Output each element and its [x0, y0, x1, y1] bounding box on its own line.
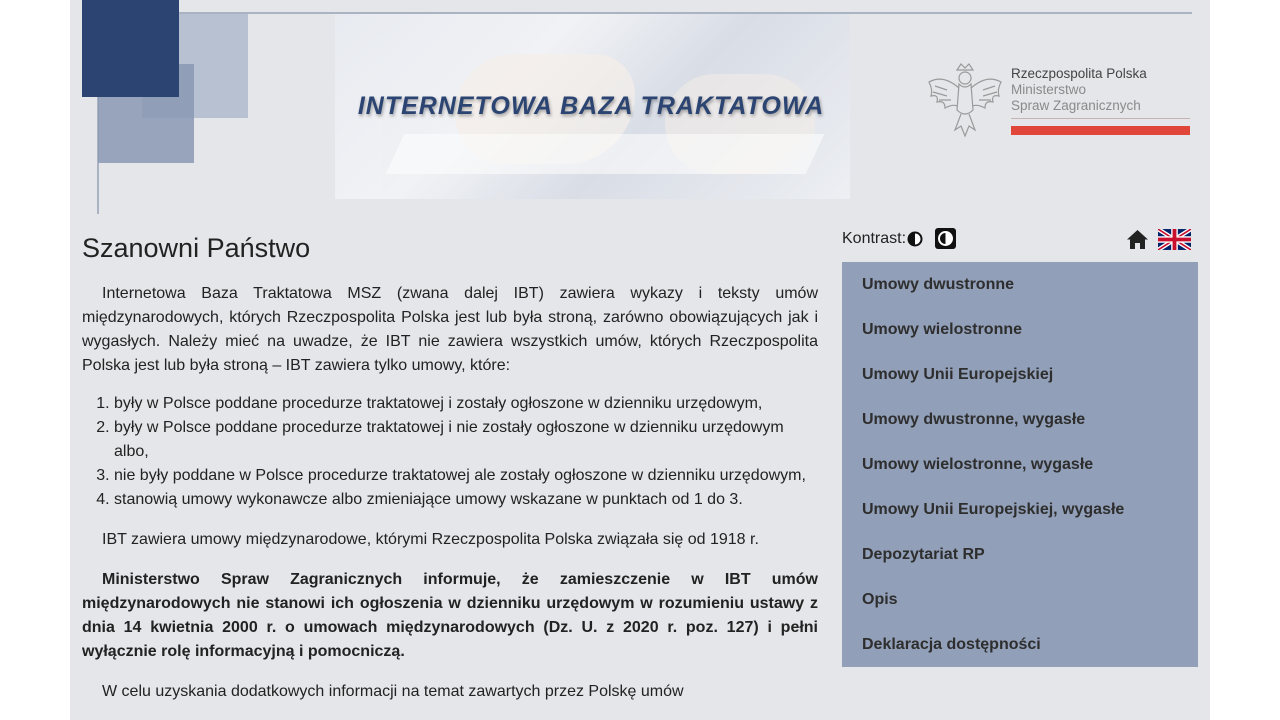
sidebar-menu [842, 262, 1198, 667]
menu-item-umowy-wielostronne[interactable]: Umowy wielostronne [862, 321, 1023, 338]
more-info-paragraph: W celu uzyskania dodatkowych informacji na temat zawartych przez Polskę umów [102, 683, 684, 700]
uk-flag-icon[interactable] [1158, 229, 1191, 250]
list-item: 4. stanowią umowy wykonawcze albo zmieniające umowy wskazane w punktach od 1 do 3. [114, 488, 818, 512]
site-title[interactable]: INTERNETOWA BAZA TRAKTATOWA [357, 92, 825, 120]
gov-line-1: Rzeczpospolita Polska [1011, 66, 1147, 81]
menu-item-deklaracja-dostepnosci[interactable]: Deklaracja dostępności [862, 636, 1041, 653]
government-logo-text[interactable] [1011, 66, 1147, 114]
gov-line-2: Ministerstwo [1011, 82, 1087, 97]
eagle-emblem-icon[interactable] [925, 60, 1005, 142]
list-item: 2. były w Polsce poddane procedurze traktatowej i nie zostały ogłoszone w dzienniku urzędowym albo, [114, 416, 818, 464]
menu-item-umowy-dwustronne[interactable]: Umowy dwustronne [862, 276, 1015, 293]
list-item: 3. nie były poddane w Polsce procedurze traktatowej ale zostały ogłoszone w dzienniku urzędowym, [114, 464, 818, 488]
site-header [70, 0, 1210, 215]
notice-paragraph: Ministerstwo Spraw Zagranicznych informuje, że zamieszczenie w IBT umów międzynarodowych nie stanowi ich ogłoszenia w dzienniku urzędowym w rozumieniu ustawy z dnia 14 kwietnia 2000 r. o umowach międzynarodowych (Dz. U. z 2020 r. poz. 127) i pełni wyłącznie rolę informacyjną i pomocniczą. [82, 571, 818, 660]
contrast-high-icon[interactable] [935, 228, 956, 249]
since-paragraph: IBT zawiera umowy międzynarodowe, którymi Rzeczpospolita Polska związała się od 1918 r. [102, 531, 759, 548]
home-icon[interactable] [1126, 229, 1149, 250]
gov-divider [1011, 118, 1190, 119]
contrast-half-icon[interactable] [907, 231, 923, 247]
menu-item-umowy-dwustronne-wygasle[interactable]: Umowy dwustronne, wygasłe [862, 411, 1086, 428]
contrast-label: Kontrast: [842, 229, 907, 247]
menu-item-depozytariat[interactable]: Depozytariat RP [862, 546, 985, 563]
criteria-list [82, 392, 818, 512]
menu-item-umowy-ue[interactable]: Umowy Unii Europejskiej [862, 366, 1054, 383]
page-heading: Szanowni Państwo [82, 233, 311, 263]
menu-item-umowy-ue-wygasle[interactable]: Umowy Unii Europejskiej, wygasłe [862, 501, 1125, 518]
list-item: 1. były w Polsce poddane procedurze traktatowej i zostały ogłoszone w dzienniku urzędowym, [114, 392, 818, 416]
menu-item-opis[interactable]: Opis [862, 591, 898, 608]
menu-item-umowy-wielostronne-wygasle[interactable]: Umowy wielostronne, wygasłe [862, 456, 1094, 473]
intro-paragraph: Internetowa Baza Traktatowa MSZ (zwana dalej IBT) zawiera wykazy i teksty umów międzynarodowych, których Rzeczpospolita Polska jest lub była stroną, zarówno obowiązujących jak i wygasłych. Należy mieć na uwadze, że IBT nie zawiera wszystkich umów, których Rzeczpospolita Polska jest lub była stroną – IBT zawiera tylko umowy, które: [82, 285, 818, 374]
page [70, 0, 1210, 720]
gov-line-3: Spraw Zagranicznych [1011, 98, 1141, 113]
gov-red-stripe [1011, 126, 1190, 135]
decor-square-dark [82, 0, 179, 97]
main-content [82, 226, 818, 704]
contrast-switcher [842, 228, 956, 249]
